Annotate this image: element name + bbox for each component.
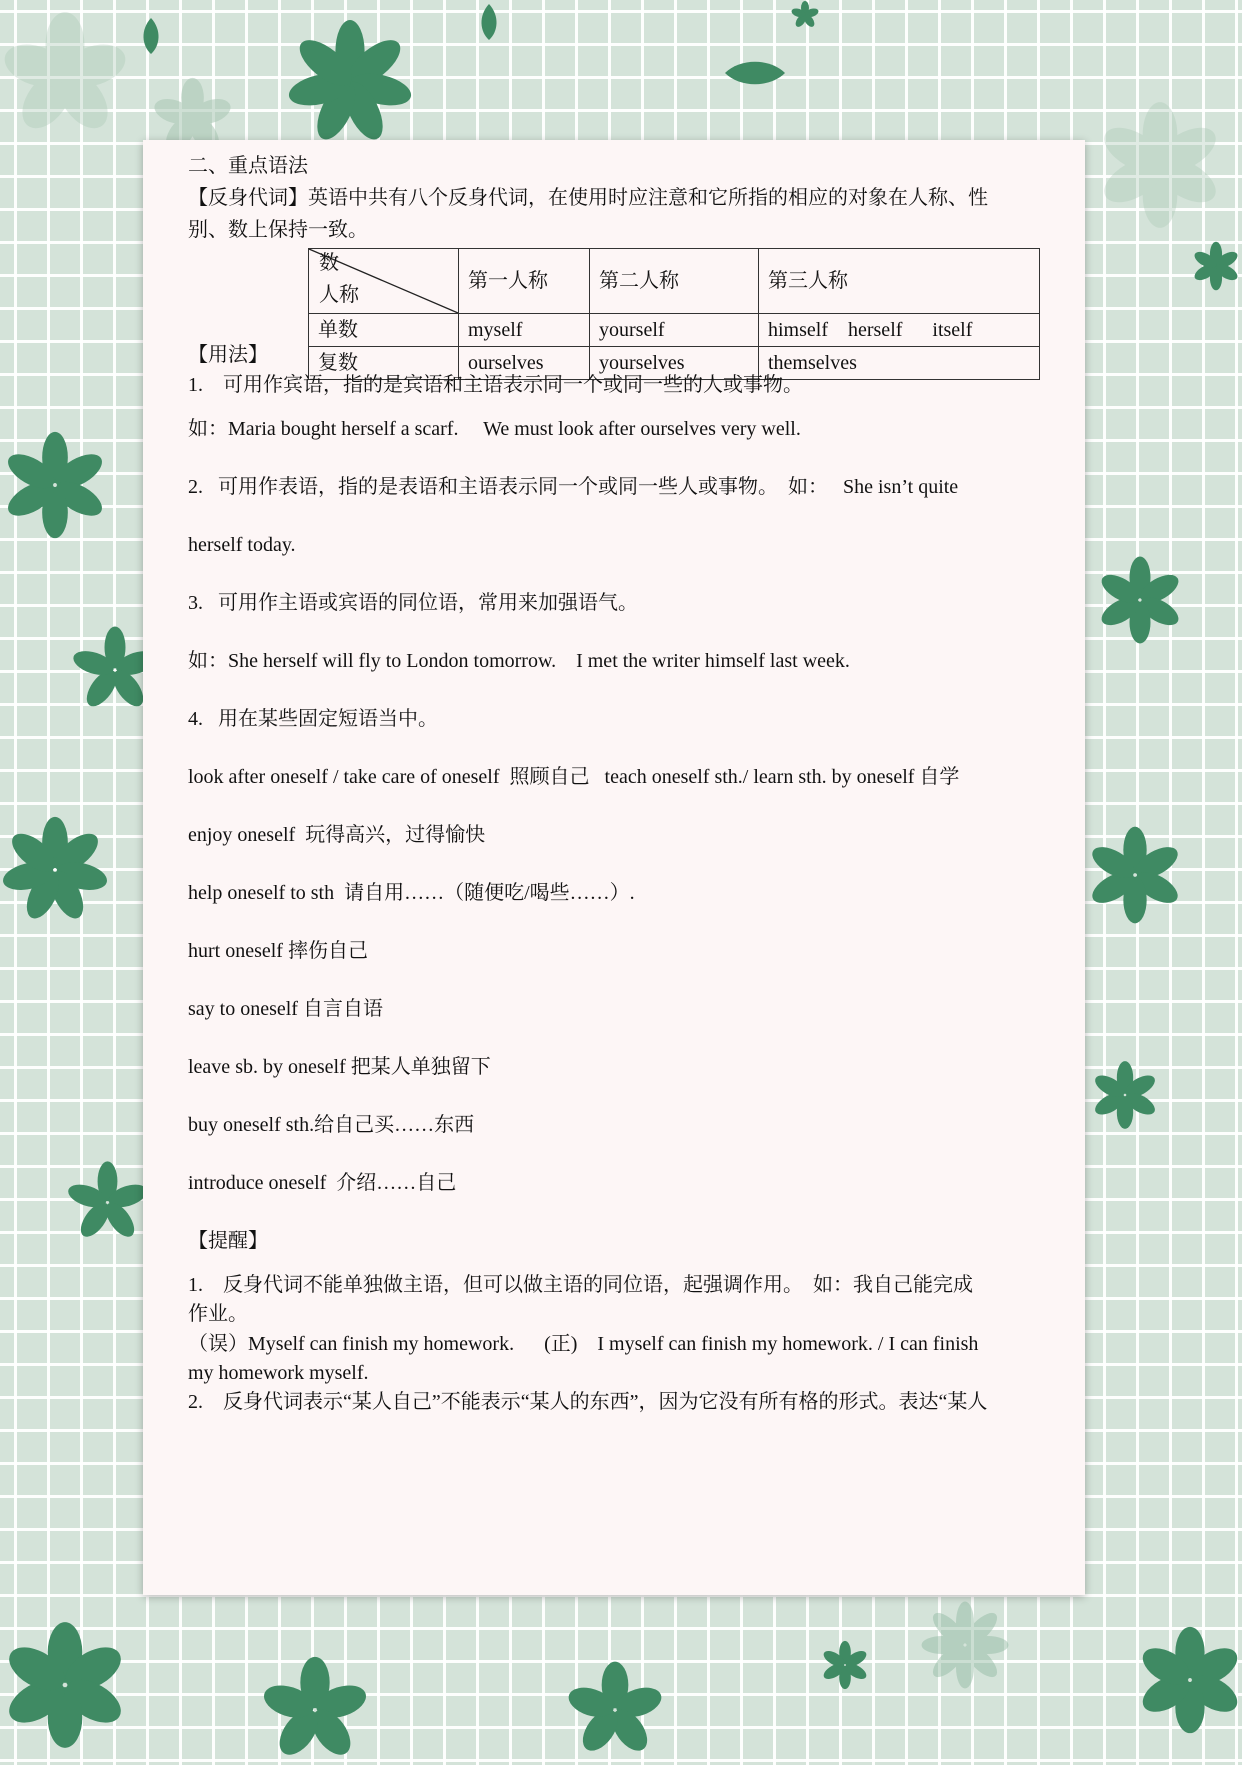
- phrase-item: leave sb. by oneself 把某人单独留下: [188, 1056, 491, 1078]
- leaf-decoration: [140, 18, 162, 54]
- corner-label-person: 人称: [319, 284, 359, 306]
- usage-item: 3. 可用作主语或宾语的同位语，常用来加强语气。: [188, 592, 638, 614]
- flower-decoration: [820, 1640, 870, 1690]
- table-cell: ourselves: [459, 347, 590, 380]
- column-header: 第一人称: [459, 249, 590, 314]
- leaf-decoration: [478, 2, 500, 42]
- usage-item-continued: herself today.: [188, 534, 296, 556]
- flower-decoration: [920, 1600, 1010, 1690]
- usage-heading: 【用法】: [188, 344, 268, 366]
- reminder-line: 1. 反身代词不能单独做主语，但可以做主语的同位语，起强调作用。 如：我自己能完成: [188, 1274, 973, 1296]
- intro-line-1: 【反身代词】英语中共有八个反身代词，在使用时应注意和它所指的相应的对象在人称、性: [188, 187, 988, 209]
- flower-decoration: [1095, 555, 1185, 645]
- usage-item: 2. 可用作表语，指的是表语和主语表示同一个或同一些人或事物。 如： She isn’t quite: [188, 476, 959, 498]
- usage-example: 如：She herself will fly to London tomorrow. I met the writer himself last week.: [188, 650, 850, 672]
- table-row: [309, 314, 1040, 347]
- phrase-item: hurt oneself 摔伤自己: [188, 940, 368, 962]
- table-cell: themselves: [759, 347, 1040, 380]
- flower-decoration: [785, 0, 825, 30]
- column-header: 第二人称: [590, 249, 759, 314]
- reminder-line: my homework myself.: [188, 1362, 369, 1384]
- phrase-item: introduce oneself 介绍……自己: [188, 1172, 457, 1194]
- usage-item: 4. 用在某些固定短语当中。: [188, 708, 438, 730]
- leaf-decoration: [725, 58, 785, 88]
- flower-decoration: [285, 20, 415, 145]
- intro-line-2: 别、数上保持一致。: [188, 219, 368, 241]
- flower-decoration: [0, 1620, 130, 1750]
- table-header-row: [309, 249, 1040, 314]
- row-label: 单数: [309, 314, 459, 347]
- table-corner-cell: [309, 249, 459, 314]
- flower-decoration: [1085, 820, 1185, 930]
- corner-label-number: 数: [319, 252, 339, 274]
- phrase-item: help oneself to sth 请自用……（随便吃/喝些……）.: [188, 882, 635, 904]
- reminder-line: （误）Myself can finish my homework. (正) I myself can finish my homework. / I can finish: [188, 1333, 979, 1355]
- phrase-item: enjoy oneself 玩得高兴，过得愉快: [188, 824, 486, 846]
- flower-decoration: [1135, 1620, 1242, 1740]
- flower-decoration: [255, 1655, 375, 1765]
- usage-item: 1. 可用作宾语，指的是宾语和主语表示同一个或同一些的人或事物。: [188, 374, 803, 396]
- table-cell: himself herself itself: [759, 314, 1040, 347]
- phrase-item: say to oneself 自言自语: [188, 998, 383, 1020]
- table-cell: yourselves: [590, 347, 759, 380]
- flower-decoration: [65, 1160, 150, 1245]
- usage-example: 如：Maria bought herself a scarf. We must look after ourselves very well.: [188, 418, 801, 440]
- reminder-line: 2. 反身代词表示“某人自己”不能表示“某人的东西”，因为它没有所有格的形式。表达“某人: [188, 1391, 988, 1413]
- flower-decoration: [1090, 100, 1230, 230]
- phrase-item: buy oneself sth.给自己买……东西: [188, 1114, 475, 1136]
- phrase-item: look after oneself / take care of oneself 照顾自己 teach oneself sth./ learn sth. by oneself 自学: [188, 766, 960, 788]
- table-cell: yourself: [590, 314, 759, 347]
- flower-decoration: [1090, 1060, 1160, 1130]
- table-cell: myself: [459, 314, 590, 347]
- flower-decoration: [0, 10, 130, 140]
- flower-decoration: [0, 810, 110, 930]
- flower-decoration: [0, 430, 110, 540]
- reminder-heading: 【提醒】: [188, 1230, 268, 1252]
- flower-decoration: [1190, 240, 1242, 292]
- column-header: 第三人称: [759, 249, 1040, 314]
- reminder-line: 作业。: [188, 1303, 248, 1325]
- document-page: [143, 140, 1085, 1595]
- flower-decoration: [560, 1660, 670, 1760]
- section-title: 二、重点语法: [188, 155, 308, 177]
- row-label: 复数: [309, 347, 459, 380]
- reflexive-pronoun-table: [308, 248, 1040, 380]
